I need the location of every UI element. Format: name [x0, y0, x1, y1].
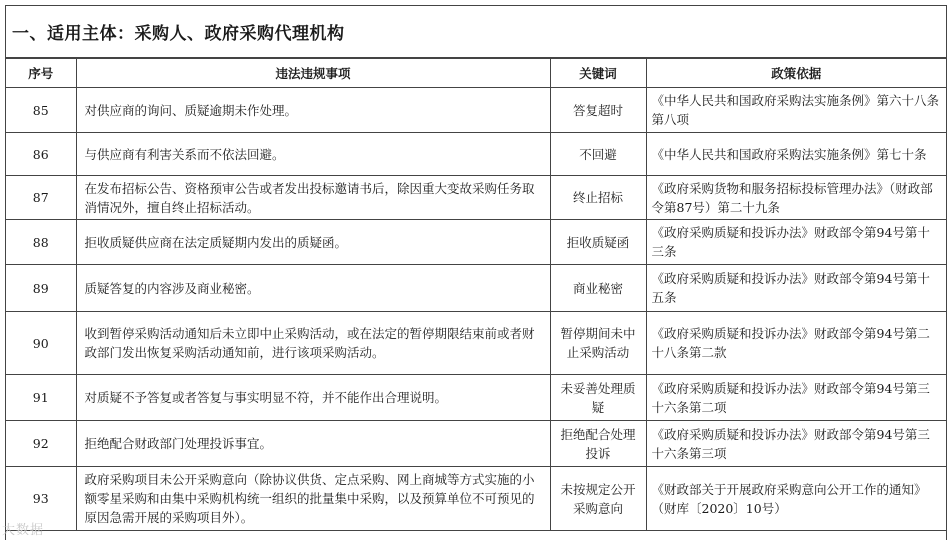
row-keyword: 未按规定公开采购意向 — [550, 467, 646, 531]
violations-table — [6, 58, 946, 531]
row-basis: 《政府采购质疑和投诉办法》财政部令第94号第三十六条第二项 — [646, 375, 946, 421]
row-basis: 《中华人民共和国政府采购法实施条例》第六十八条第八项 — [646, 88, 946, 133]
row-keyword: 商业秘密 — [550, 265, 646, 312]
row-no: 85 — [6, 88, 76, 133]
row-keyword: 拒收质疑函 — [550, 220, 646, 265]
table-row — [6, 176, 946, 220]
row-issue: 与供应商有利害关系而不依法回避。 — [76, 133, 550, 176]
table-row — [6, 88, 946, 133]
row-no: 87 — [6, 176, 76, 220]
row-basis: 《政府采购质疑和投诉办法》财政部令第94号第三十六条第三项 — [646, 421, 946, 467]
watermark-text: 大数据 — [2, 523, 45, 538]
row-basis: 《财政部关于开展政府采购意向公开工作的通知》（财库〔2020〕10号） — [646, 467, 946, 531]
header-keyword: 关键词 — [550, 59, 646, 88]
table-row — [6, 421, 946, 467]
row-basis: 《政府采购货物和服务招标投标管理办法》（财政部令第87号）第二十九条 — [646, 176, 946, 220]
row-keyword: 未妥善处理质疑 — [550, 375, 646, 421]
row-keyword: 不回避 — [550, 133, 646, 176]
row-basis: 《政府采购质疑和投诉办法》财政部令第94号第十三条 — [646, 220, 946, 265]
row-issue: 对供应商的询问、质疑逾期未作处理。 — [76, 88, 550, 133]
row-issue: 收到暂停采购活动通知后未立即中止采购活动，或在法定的暂停期限结束前或者财政部门发出恢复采购活动通知前，进行该项采购活动。 — [76, 312, 550, 375]
row-basis: 《政府采购质疑和投诉办法》财政部令第94号第十五条 — [646, 265, 946, 312]
table-row — [6, 467, 946, 531]
row-issue: 政府采购项目未公开采购意向（除协议供货、定点采购、网上商城等方式实施的小额零星采购和由集中采购机构统一组织的批量集中采购，以及预算单位不可预见的原因急需开展的采购项目外）。 — [76, 467, 550, 531]
row-no: 92 — [6, 421, 76, 467]
row-no: 91 — [6, 375, 76, 421]
row-issue: 对质疑不予答复或者答复与事实明显不符，并不能作出合理说明。 — [76, 375, 550, 421]
row-no: 90 — [6, 312, 76, 375]
table-row — [6, 312, 946, 375]
row-no: 86 — [6, 133, 76, 176]
policy-table-frame — [5, 5, 947, 540]
header-issue: 违法违规事项 — [76, 59, 550, 88]
row-no: 88 — [6, 220, 76, 265]
row-keyword: 答复超时 — [550, 88, 646, 133]
table-row — [6, 133, 946, 176]
row-keyword: 拒绝配合处理投诉 — [550, 421, 646, 467]
header-basis: 政策依据 — [646, 59, 946, 88]
row-issue: 质疑答复的内容涉及商业秘密。 — [76, 265, 550, 312]
row-issue: 在发布招标公告、资格预审公告或者发出投标邀请书后，除因重大变故采购任务取消情况外，擅自终止招标活动。 — [76, 176, 550, 220]
section-title: 一、适用主体：采购人、政府采购代理机构 — [6, 6, 946, 58]
row-basis: 《中华人民共和国政府采购法实施条例》第七十条 — [646, 133, 946, 176]
row-no: 89 — [6, 265, 76, 312]
table-row — [6, 220, 946, 265]
row-basis: 《政府采购质疑和投诉办法》财政部令第94号第二十八条第二款 — [646, 312, 946, 375]
row-issue: 拒收质疑供应商在法定质疑期内发出的质疑函。 — [76, 220, 550, 265]
row-keyword: 终止招标 — [550, 176, 646, 220]
table-header-row — [6, 59, 946, 88]
header-no: 序号 — [6, 59, 76, 88]
table-row — [6, 375, 946, 421]
row-no: 93 — [6, 467, 76, 531]
table-row — [6, 265, 946, 312]
row-keyword: 暂停期间未中止采购活动 — [550, 312, 646, 375]
row-issue: 拒绝配合财政部门处理投诉事宜。 — [76, 421, 550, 467]
